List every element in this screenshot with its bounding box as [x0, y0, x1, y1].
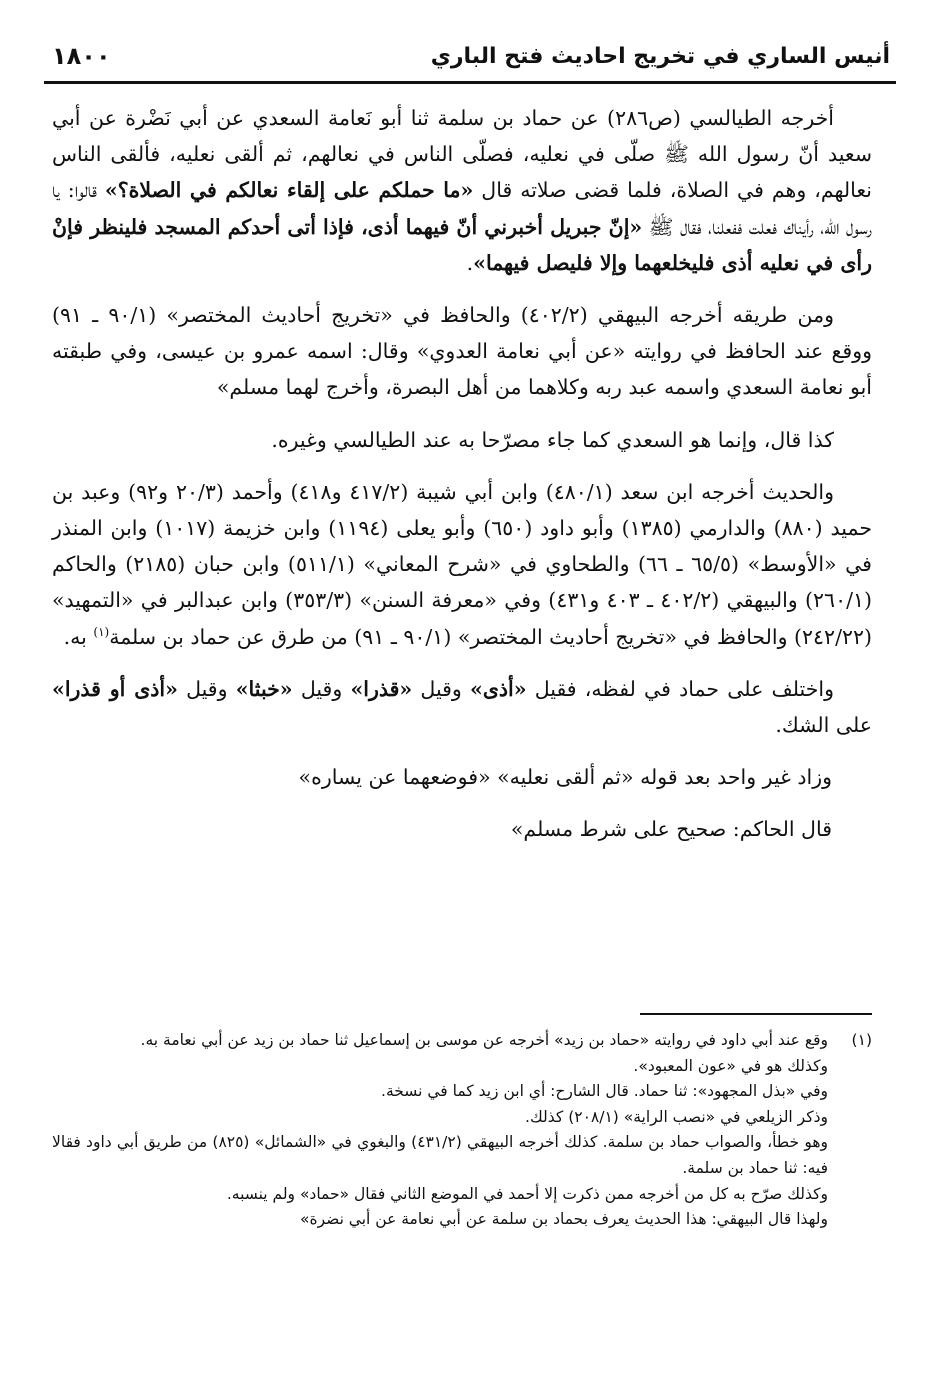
paragraph-2 [52, 297, 872, 406]
paragraph-text: كذا قال، وإنما هو السعدي كما جاء مصرّحا به عند الطيالسي وغيره. [271, 427, 834, 452]
main-text [52, 100, 872, 864]
footnote-line: وفي «بذل المجهود»: ثنا حماد. قال الشارح: أي ابن زيد كما في نسخة. [381, 1082, 828, 1101]
paragraph-text: به. [63, 624, 94, 649]
footnote-line: وكذلك صرّح به كل من أخرجه ممن ذكرت إلا أحمد في الموضع الثاني فقال «حماد» ولم ينسبه. [226, 1184, 828, 1203]
paragraph-text: وقيل [177, 676, 236, 701]
paragraph-text: وقيل [292, 676, 351, 701]
paragraph-1 [52, 100, 872, 281]
paragraph-7 [52, 811, 872, 847]
footnote-line: ولهذا قال البيهقي: هذا الحديث يعرف بحماد بن سلمة عن أبي نعامة عن أبي نضرة» [299, 1210, 828, 1229]
paragraph-text: ومن طريقه أخرجه البيهقي (٤٠٢/٢) والحافظ في «تخريج أحاديث المختصر» (٩٠/١ ـ ٩١) ووقع عند الحافظ في روايته «عن أبي نعامة العدوي» وقال: اسمه عمرو بن عيسى، وفي طبقته أبو نعامة السعدي واسمه عبد ربه وكلاهما من أهل البصرة، وأخرج لهما مسلم» [52, 303, 872, 400]
paragraph-4 [52, 474, 872, 655]
paragraph-text: على الشك. [775, 713, 872, 738]
bold-quote: «أذى أو قذرا» [52, 676, 178, 701]
paragraph-text: . [466, 250, 474, 275]
footnote-line: وكذلك هو في «عون المعبود». [633, 1056, 828, 1075]
paragraph-3 [52, 422, 872, 458]
page-header [44, 38, 896, 84]
footnotes [52, 1028, 872, 1233]
paragraph-text: واختلف على حماد في لفظه، فقيل [526, 676, 834, 701]
footnote-line: وذكر الزيلعي في «نصب الراية» (٢٠٨/١) كذلك. [525, 1107, 828, 1126]
page-number: ١٨٠٠ [52, 42, 111, 70]
paragraph-text: وقيل [412, 676, 471, 701]
footnote-number: (١) [851, 1031, 872, 1049]
running-title: أنيس الساري في تخريج احاديث فتح الباري [430, 44, 890, 69]
header-rule [44, 81, 896, 84]
paragraph-text: قالوا: يا رسول الله، رأيناك فعلت ففعلنا، فقال ﷺ [52, 178, 872, 239]
bold-quote: «إنّ جبريل أخبرني أنّ فيهما أذى، فإذا أتى أحدكم المسجد فلينظر فإنْ رأى في نعليه أذى فليخلعهما وإلا فليصل فيهما» [52, 214, 872, 275]
footnote-marker: (١) [93, 624, 110, 639]
bold-quote: «أذى» [470, 676, 527, 701]
bold-quote: «قذرا» [350, 676, 413, 701]
paragraph-text: والحديث أخرجه ابن سعد (٤٨٠/١) وابن أبي شيبة (٤١٧/٢ و٤١٨) وأحمد (٢٠/٣ و٩٢) وعبد بن حميد (٨٨٠) والدارمي (١٣٨٥) وأبو داود (٦٥٠) وأبو يعلى (١١٩٤) وابن خزيمة (١٠١٧) وابن المنذر في «الأوسط» (٦٥/٥ ـ ٦٦) والطحاوي في «شرح المعاني» (٥١١/١) وابن حبان (٢١٨٥) والحاكم (٢٦٠/١) والبيهقي (٤٠٢/٢ ـ ٤٠٣ و٤٣١) وفي «معرفة السنن» (٣٥٣/٣) وابن عبدالبر في «التمهيد» (٢٤٢/٢٢) والحافظ في «تخريج أحاديث المختصر» (٩٠/١ ـ ٩١) من طرق عن حماد بن سلمة [52, 479, 872, 649]
bold-quote: «ما حملكم على إلقاء نعالكم في الصلاة؟» [104, 178, 474, 203]
paragraph-5 [52, 671, 872, 743]
footnote-line: وقع عند أبي داود في روايته «حماد بن زيد» أخرجه عن موسى بن إسماعيل ثنا حماد بن زيد عن أبي نعامة به. [140, 1031, 828, 1049]
footnote-separator [640, 1013, 872, 1015]
footnote-line: وهو خطأ، والصواب حماد بن سلمة. كذلك أخرجه البيهقي (٤٣١/٢) والبغوي في «الشمائل» (٨٢٥) من طريق أبي داود فقالا فيه: ثنا حماد بن سلمة. [52, 1133, 828, 1177]
paragraph-text: وزاد غير واحد بعد قوله «ثم ألقى نعليه» «فوضعهما عن يساره» [298, 765, 832, 790]
paragraph-6 [52, 759, 872, 795]
paragraph-text: قال الحاكم: صحيح على شرط مسلم» [510, 817, 832, 842]
paragraph-text: أخرجه الطيالسي (ص٢٨٦) عن حماد بن سلمة ثنا أبو نَعامة السعدي عن أبي نَضْرة عن أبي سعيد أنّ رسول الله ﷺ صلّى في نعليه، فصلّى الناس في نعالهم، ثم ألقى نعليه، فألقى الناس نعالهم، وهم في الصلاة، فلما قضى صلاته قال [52, 106, 872, 203]
bold-quote: «خبثا» [235, 676, 293, 701]
footnote-1 [52, 1028, 872, 1233]
